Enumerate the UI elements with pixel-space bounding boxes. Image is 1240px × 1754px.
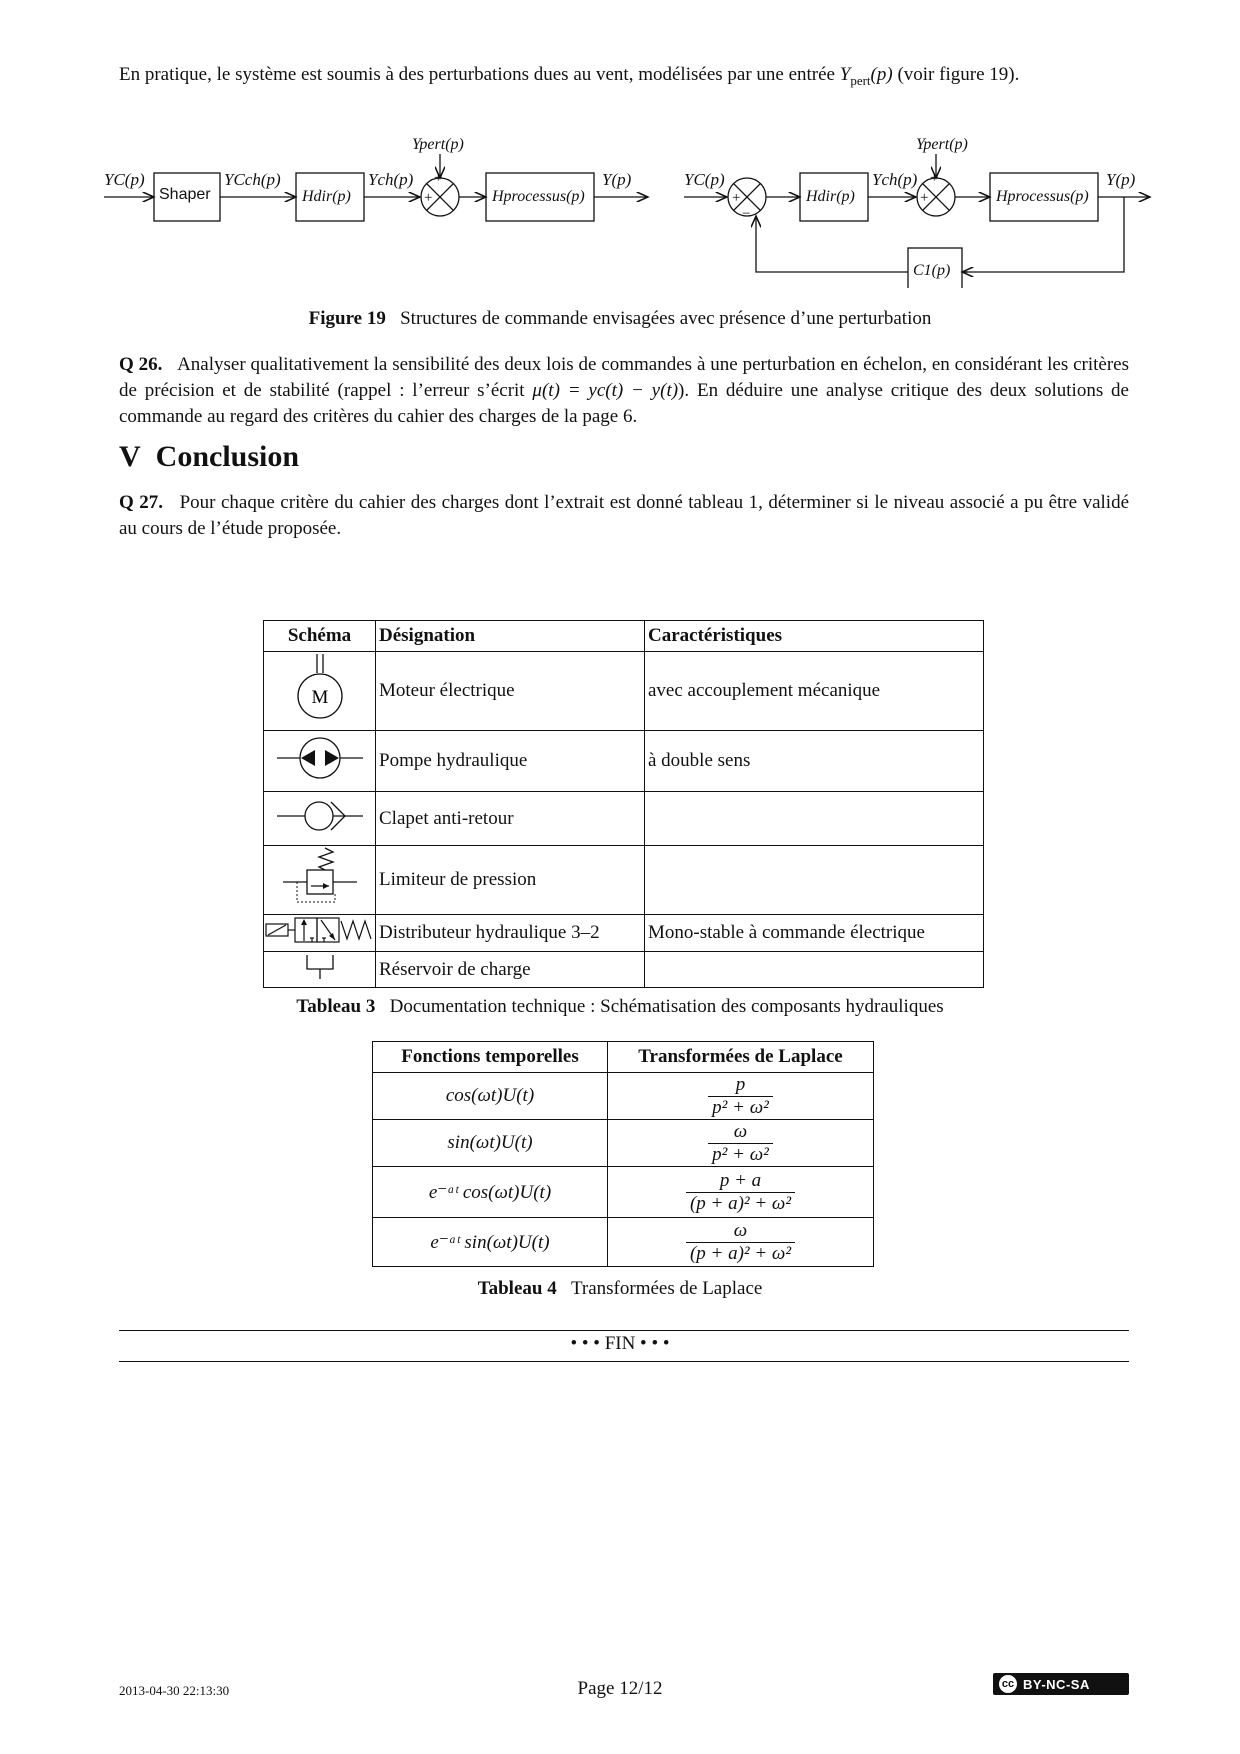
table-4-header-func: Fonctions temporelles xyxy=(373,1042,608,1073)
cell-function: e⁻ᵃᵗ sin(ωt)U(t) xyxy=(373,1218,608,1267)
frac-denominator: (p + a)² + ω² xyxy=(686,1242,795,1265)
table-4 xyxy=(372,1041,874,1267)
frac-numerator: p + a xyxy=(719,1169,762,1191)
question-27: Q 27. Pour chaque critère du cahier des charges dont l’extrait est donné tableau 1, déterminer si le niveau associé a pu être validé au cours de l’étude proposée. xyxy=(119,492,1130,539)
table-4-header-laplace: Transformées de Laplace xyxy=(608,1042,874,1073)
pressure-limiter-icon xyxy=(275,846,365,908)
frac-denominator: p² + ω² xyxy=(708,1143,773,1166)
frac-denominator: p² + ω² xyxy=(708,1096,773,1119)
frac-denominator: (p + a)² + ω² xyxy=(686,1192,795,1215)
frac-numerator: p xyxy=(735,1073,746,1095)
right-feedback-label: C1(p) xyxy=(913,262,951,279)
cell-designation: Limiteur de pression xyxy=(376,846,645,915)
q26-formula: μ(t) = yc(t) − y(t) xyxy=(532,380,679,401)
intro-text-after: (voir figure 19). xyxy=(892,64,1020,85)
left-signal2-label: Ych(p) xyxy=(368,170,414,189)
pump-symbol-cell xyxy=(264,731,376,792)
distributor-symbol-cell xyxy=(264,915,376,952)
figure-19-caption: Figure 19 Structures de commande envisagées avec présence d’une perturbation xyxy=(308,308,932,329)
cell-characteristics xyxy=(645,952,984,988)
table-row xyxy=(373,1167,874,1218)
frac-numerator: ω xyxy=(733,1120,748,1142)
svg-text:+: + xyxy=(434,170,443,186)
footer-timestamp: 2013-04-30 22:13:30 xyxy=(119,1683,230,1698)
table-3-caption: Tableau 3 Documentation technique : Schématisation des composants hydrauliques xyxy=(296,996,944,1017)
cell-function: cos(ωt)U(t) xyxy=(373,1073,608,1120)
left-signal1-label: YCch(p) xyxy=(224,170,281,189)
table-4-header-row xyxy=(373,1042,874,1073)
cell-designation: Moteur électrique xyxy=(376,652,645,731)
cell-laplace xyxy=(608,1073,874,1120)
table-3-header-row xyxy=(264,621,984,652)
check-valve-symbol-cell xyxy=(264,792,376,846)
left-disturbance-label: Ypert(p) xyxy=(412,136,464,153)
cell-designation: Clapet anti-retour xyxy=(376,792,645,846)
cell-characteristics: à double sens xyxy=(645,731,984,792)
svg-text:+: + xyxy=(920,190,929,206)
cell-function: e⁻ᵃᵗ cos(ωt)U(t) xyxy=(373,1167,608,1218)
section-heading: V Conclusion xyxy=(119,440,300,473)
question-26: Q 26. Analyser qualitativement la sensibilité des deux lois de commandes à une perturbation en échelon, en considérant les critères de précision et de stabilité (rappel : l’erreur s’écrit μ(t) = yc(t) − y(t)). En déduire une analyse critique des deux solutions de commande au regard des critères du cahier des charges de la page 6. xyxy=(119,354,1130,427)
right-output-label: Y(p) xyxy=(1106,170,1136,189)
check-valve-icon xyxy=(275,794,365,838)
intro-paragraph xyxy=(119,62,1129,94)
left-input-label: YC(p) xyxy=(104,170,145,189)
table-row xyxy=(264,846,984,915)
cell-laplace xyxy=(608,1120,874,1167)
footer-page-number: Page 12/12 xyxy=(577,1678,663,1699)
table-3-header-schema: Schéma xyxy=(264,621,376,652)
cell-characteristics: Mono-stable à commande électrique xyxy=(645,915,984,952)
table-row xyxy=(373,1073,874,1120)
electric-motor-icon xyxy=(290,652,350,724)
q27-label: Q 27. xyxy=(119,492,164,513)
table-3 xyxy=(263,620,984,988)
cell-characteristics xyxy=(645,792,984,846)
table-row xyxy=(264,652,984,731)
svg-text:+: + xyxy=(424,190,433,206)
end-rule-bottom xyxy=(119,1361,1129,1362)
end-rule-top xyxy=(119,1330,1129,1331)
motor-letter: M xyxy=(311,687,328,708)
q26-label: Q 26. xyxy=(119,354,163,375)
motor-symbol-cell xyxy=(264,652,376,731)
left-output-label: Y(p) xyxy=(602,170,632,189)
svg-text:−: − xyxy=(742,206,751,222)
right-block-hdir-label: Hdir(p) xyxy=(806,188,855,205)
intro-text: En pratique, le système est soumis à des perturbations dues au vent, modélisées par une entrée xyxy=(119,64,840,85)
cell-characteristics: avec accouplement mécanique xyxy=(645,652,984,731)
cell-designation: Réservoir de charge xyxy=(376,952,645,988)
table-row xyxy=(264,731,984,792)
frac-numerator: ω xyxy=(733,1219,748,1241)
intro-symbol: Y xyxy=(839,64,851,85)
intro-symbol-sub: pert xyxy=(850,72,871,88)
hydraulic-distributor-icon xyxy=(265,915,375,945)
license-badge xyxy=(993,1673,1129,1695)
left-block-hprocessus-label: Hprocessus(p) xyxy=(492,188,585,205)
table-row xyxy=(264,915,984,952)
right-block-hprocessus-label: Hprocessus(p) xyxy=(996,188,1089,205)
svg-text:+: + xyxy=(732,190,741,206)
reservoir-symbol-cell xyxy=(264,952,376,988)
table-row xyxy=(373,1120,874,1167)
figure-19-diagrams xyxy=(0,128,1240,288)
cell-laplace xyxy=(608,1218,874,1267)
left-block-hdir-label: Hdir(p) xyxy=(302,188,351,205)
svg-text:+: + xyxy=(930,170,939,186)
cell-characteristics xyxy=(645,846,984,915)
cell-designation: Distributeur hydraulique 3–2 xyxy=(376,915,645,952)
end-marker: • • • FIN • • • xyxy=(570,1333,670,1354)
license-text: BY-NC-SA xyxy=(1023,1676,1090,1692)
left-block-shaper-label: Shaper xyxy=(159,186,211,203)
table-3-header-designation: Désignation xyxy=(376,621,645,652)
cc-logo-icon: cc xyxy=(999,1675,1017,1693)
hydraulic-pump-icon xyxy=(275,731,365,785)
table-row xyxy=(264,792,984,846)
cell-function: sin(ωt)U(t) xyxy=(373,1120,608,1167)
right-input-label: YC(p) xyxy=(684,170,725,189)
right-disturbance-label: Ypert(p) xyxy=(916,136,968,153)
intro-arg: (p) xyxy=(870,64,893,85)
pressure-limiter-symbol-cell xyxy=(264,846,376,915)
cell-designation: Pompe hydraulique xyxy=(376,731,645,792)
table-row xyxy=(264,952,984,988)
cell-laplace xyxy=(608,1167,874,1218)
table-4-caption: Tableau 4 Transformées de Laplace xyxy=(477,1278,763,1299)
right-signal1-label: Ych(p) xyxy=(872,170,918,189)
reservoir-icon xyxy=(295,953,345,981)
table-row xyxy=(373,1218,874,1267)
table-3-header-characteristics: Caractéristiques xyxy=(645,621,984,652)
